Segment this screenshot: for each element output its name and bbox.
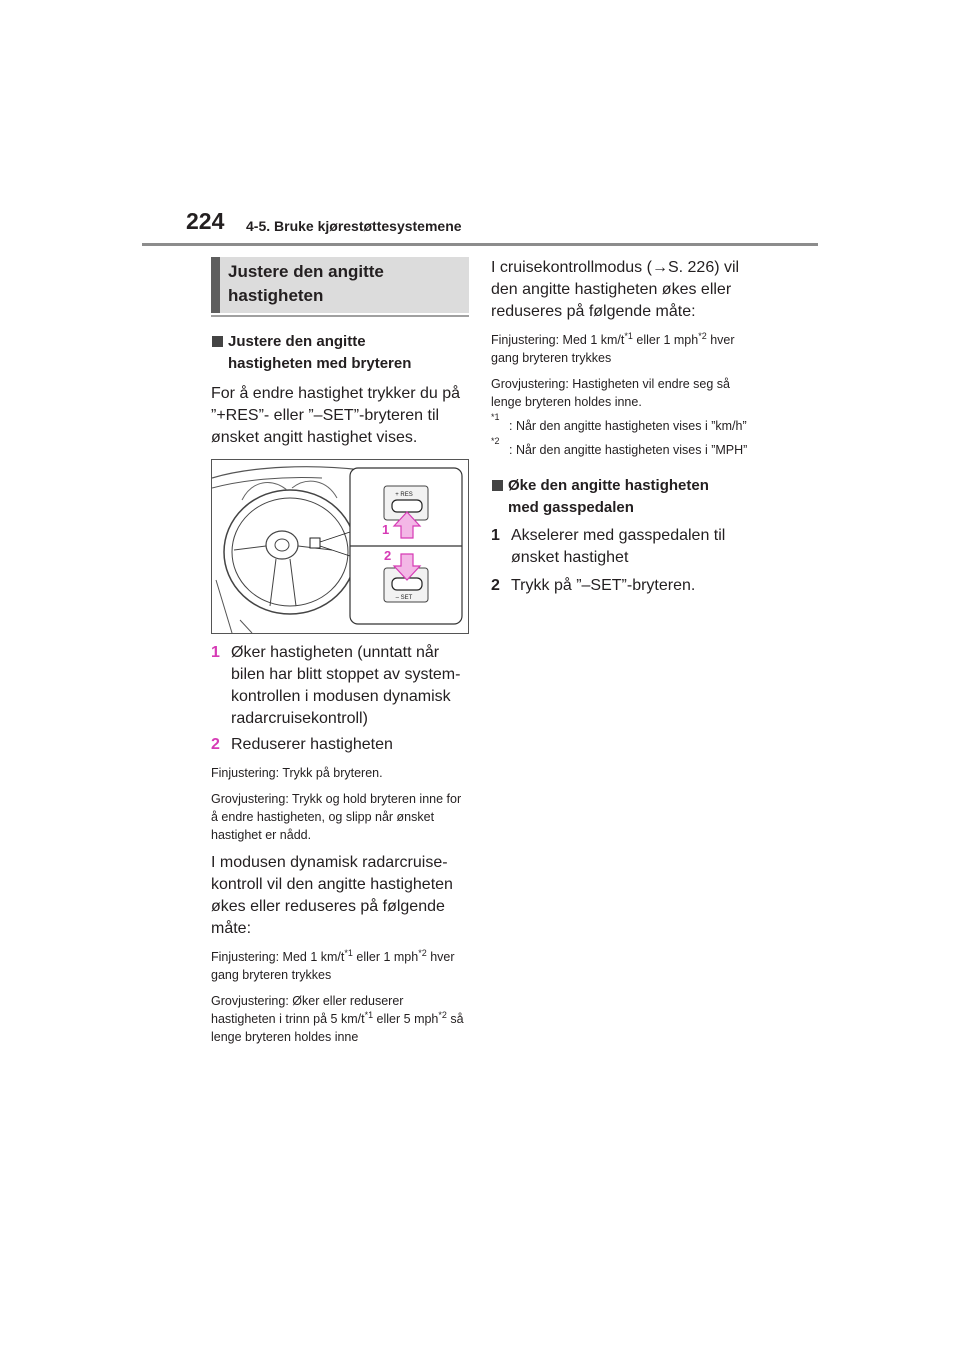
coarse-adjust-note: Grovjustering: Trykk og hold bryteren inne for å endre hastigheten, og slipp når ønsket hastighet er nådd.	[211, 792, 462, 842]
callout-2: 2	[384, 548, 392, 563]
res-label: + RES	[395, 492, 413, 498]
fine-text-b: eller 1 mph	[632, 333, 699, 347]
list-item-text: Øker hastigheten (unntatt når bilen har blitt stoppet av system-kontrollen i modusen dynamisk radarcruisekontroll)	[231, 644, 461, 727]
steering-switch-figure	[211, 459, 469, 634]
fine2-text-c: hver gang bryteren trykkes	[211, 950, 455, 982]
arrow-right-icon: →	[651, 259, 668, 276]
box-title	[211, 257, 469, 313]
step-text: Akselerer med gasspedalen til ønsket hastighet	[511, 527, 726, 566]
cruise-fine-adjust-note	[491, 331, 749, 367]
list-item	[211, 642, 469, 730]
list-item	[211, 734, 469, 756]
heading-adjust-with-switch	[211, 331, 469, 375]
dynamic-radar-paragraph: I modusen dynamisk radarcruise-kontroll vil den angitte hastigheten økes eller reduseres på følgende måte:	[211, 854, 453, 937]
footnote-2	[491, 436, 749, 459]
coarse2-text-b: eller 5 mph	[373, 1012, 439, 1026]
box-title-line1: Justere den angitte	[228, 262, 384, 281]
fine2-text-b: eller 1 mph	[352, 950, 419, 964]
cruise-coarse-adjust-note: Grovjustering: Hastigheten vil endre seg så lenge bryteren holdes inne.	[491, 377, 731, 409]
dynamic-fine-adjust-note	[211, 948, 469, 984]
cruise-text-a: I cruisekontrollmodus (	[491, 259, 652, 276]
list-item-number: 2	[211, 736, 220, 753]
footnote-ref: *1	[364, 1009, 374, 1020]
footnote-ref: *1	[624, 330, 633, 341]
callout-1: 1	[382, 522, 390, 537]
step-item	[491, 525, 749, 569]
box-title-rule	[211, 315, 469, 317]
footnote-mark: *2	[491, 436, 500, 446]
step-item	[491, 575, 749, 597]
footnote-ref: *1	[344, 947, 353, 958]
page-number: 224	[186, 208, 225, 234]
footnote-ref: *2	[438, 1009, 447, 1020]
cruise-control-paragraph	[491, 257, 749, 323]
list-item-text: Reduserer hastigheten	[231, 736, 393, 753]
footnote-text: : Når den angitte hastigheten vises i ”MPH”	[509, 443, 748, 457]
section-title: 4-5. Bruke kjørestøttesystemene	[246, 218, 462, 234]
footnote-text: : Når den angitte hastigheten vises i ”km/h”	[509, 419, 747, 433]
header-rule	[142, 243, 818, 246]
heading2-line2: med gasspedalen	[508, 499, 634, 516]
list-item-number: 1	[211, 644, 220, 661]
cruise-text-b: S. 226) vil den angitte hastigheten økes eller reduseres på følgende måte:	[491, 259, 740, 320]
heading2-line1: Øke den angitte hastigheten	[508, 477, 709, 494]
fine2-text-a: Finjustering: Med 1 km/t	[211, 950, 345, 964]
footnote-mark: *1	[491, 412, 500, 422]
steering-wheel-illustration	[212, 460, 468, 633]
heading1-line2: hastigheten med bryteren	[228, 355, 412, 372]
fine-adjust-note: Finjustering: Trykk på bryteren.	[211, 766, 383, 780]
footnote-1	[491, 412, 749, 435]
intro-paragraph: For å endre hastighet trykker du på ”+RES”- eller ”–SET”-bryteren til ønsket angitt hastighet vises.	[211, 385, 461, 446]
step-text: Trykk på ”–SET”-bryteren.	[511, 577, 696, 594]
fine-text-a: Finjustering: Med 1 km/t	[491, 333, 625, 347]
left-column	[211, 257, 469, 1046]
set-label: – SET	[395, 595, 413, 601]
step-number: 2	[491, 577, 500, 594]
footnote-ref: *2	[698, 330, 707, 341]
heading-increase-with-pedal	[491, 475, 749, 519]
fine-text-c: hver gang bryteren trykkes	[491, 333, 735, 365]
heading1-line1: Justere den angitte	[228, 333, 366, 350]
right-column	[491, 257, 749, 597]
dynamic-coarse-adjust-note	[211, 992, 469, 1046]
footnote-ref: *2	[418, 947, 427, 958]
coarse2-text-a: Grovjustering: Øker eller reduserer hastigheten i trinn på 5 km/t	[211, 994, 404, 1026]
step-number: 1	[491, 527, 500, 544]
box-title-line2: hastigheten	[228, 286, 324, 305]
coarse2-text-c: så lenge bryteren holdes inne	[211, 1012, 464, 1044]
